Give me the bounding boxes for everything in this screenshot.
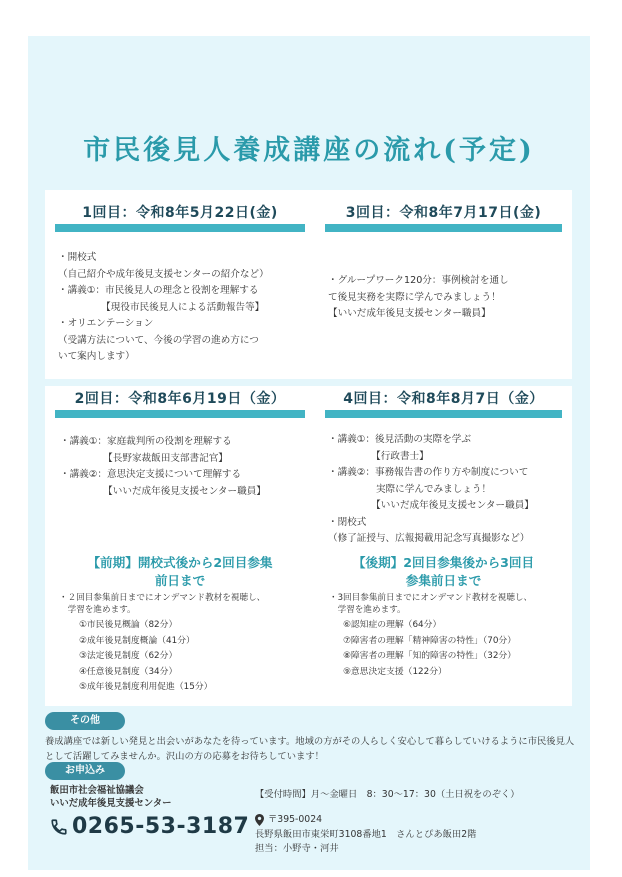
phone-icon (50, 818, 68, 836)
course-list (343, 618, 516, 680)
course-item: ⑨意思決定支援（122分） (343, 666, 447, 677)
course-card-early (45, 548, 315, 706)
session-header (55, 388, 305, 420)
course-title (315, 554, 572, 590)
address (255, 813, 476, 857)
course-title-line: 【前期】開校式後から2回目参集 (87, 555, 273, 570)
page-title: 市民後見人養成講座の流れ(予定) (83, 135, 535, 166)
session-card-1 (45, 190, 315, 379)
session-header-bar (325, 224, 562, 232)
course-item: ③法定後見制度（62分） (79, 651, 178, 661)
course-item: ⑥認知症の理解（64分） (343, 620, 442, 630)
session-title: 1回目：令和8年5月22日(金) (82, 205, 278, 221)
organization-name: 飯田市社会福祉協議会 (50, 785, 144, 796)
course-item: ⑧障害者の理解「知的障害の特性」（32分） (343, 651, 517, 661)
course-list (79, 618, 212, 696)
phone-number[interactable]: 0265-53-3187 (72, 814, 250, 839)
session-card-3 (315, 190, 572, 379)
session-header-bar (55, 410, 305, 418)
course-title-line: 【後期】2回目参集後から3回目 (352, 555, 535, 570)
organization-center: いいだ成年後見支援センター (50, 798, 172, 809)
course-intro: ・２回目参集前日までにオンデマンド教材を視聴し、 学習を進めます。 (59, 593, 266, 615)
reception-hours: 【受付時間】月～金曜日 8：30～17：30（土日祝をのぞく） (255, 789, 520, 800)
contact-person: 担当：小野寺・河井 (255, 843, 339, 854)
session-header-bar (55, 224, 305, 232)
course-card-late (315, 548, 572, 706)
apply-label: お申込み (45, 762, 125, 780)
session-body: ・講義①：家庭裁判所の役割を理解する 【長野家裁飯田支部書記官】 ・講義②：意思決定支援について理解する 【いいだ成年後見支援センター職員】 (60, 436, 266, 497)
session-body: ・グループワーク120分：事例検討を通し て後見実務を実際に学んでみましょう！ 【いいだ成年後見支援センター職員】 (328, 275, 509, 319)
session-body: ・講義①：後見活動の実際を学ぶ 【行政書士】 ・講義②：事務報告書の作り方や制度について 実際に学んでみましょう！ 【いいだ成年後見支援センター職員】 ・閉校式 （修了証授与、広報掲載用記念写真撮影など） (328, 434, 534, 544)
map-pin-icon (255, 814, 264, 826)
course-item: ④任意後見制度（34分） (79, 666, 178, 677)
course-intro: ・3回目参集前日までにオンデマンド教材を視聴し、 学習を進めます。 (329, 593, 533, 615)
poster (28, 36, 590, 870)
course-title-line: 前日まで (154, 573, 206, 588)
session-header (325, 202, 562, 234)
course-item: ⑤成年後見制度利用促進（15分） (79, 682, 213, 692)
session-title: 2回目：令和8年6月19日（金） (74, 391, 286, 407)
course-item: ⑦障害者の理解「精神障害の特性」（70分） (343, 635, 517, 646)
organization (50, 784, 172, 810)
session-header (325, 388, 562, 420)
session-header (55, 202, 305, 234)
street-address: 長野県飯田市東栄町3108番地1 さんとぴあ飯田2階 (255, 828, 477, 840)
session-body: ・開校式 （自己紹介や成年後見支援センターの紹介など） ・講義①：市民後見人の理念と役割を理解する 【現役市民後見人による活動報告等】 ・オリエンテーション （受講方法について、今後の学習の進め方につ いて案内します） (58, 252, 269, 362)
session-title: 3回目：令和8年7月17日(金) (345, 205, 542, 221)
session-header-bar (325, 410, 562, 418)
other-text: 養成講座では新しい発見と出会いがあなたを待っています。地域の方がその人らしく安心して暮らしていけるように市民後見人として活躍してみませんか。沢山の方の応募をお待ちしています！ (45, 736, 575, 762)
postal-code: 〒395-0024 (268, 814, 323, 825)
other-label: その他 (45, 712, 125, 730)
session-title: 4回目：令和8年8月7日（金） (343, 391, 544, 407)
course-item: ②成年後見制度概論（41分） (79, 635, 195, 646)
course-title-line: 参集前日まで (405, 573, 482, 588)
course-title (45, 554, 315, 590)
course-item: ①市民後見概論（82分） (79, 620, 178, 630)
